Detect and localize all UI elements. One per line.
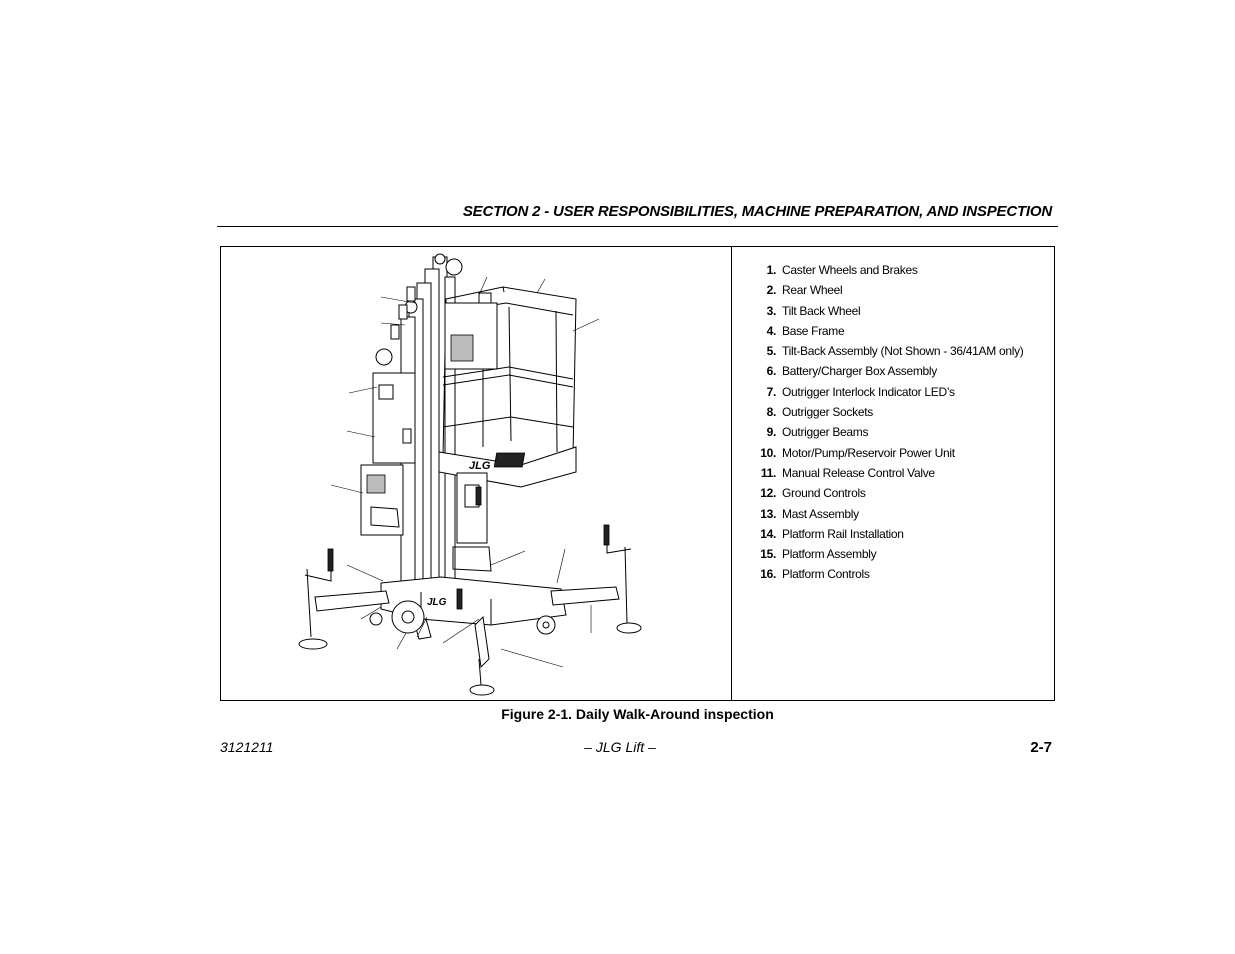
legend-item xyxy=(741,443,1023,463)
legend-item xyxy=(741,321,1023,341)
legend-label: Platform Assembly xyxy=(782,547,877,562)
legend-number: 9. xyxy=(766,425,776,440)
legend-label: Tilt-Back Assembly (Not Shown - 36/41AM only) xyxy=(782,344,1024,359)
legend-label: Rear Wheel xyxy=(782,283,843,298)
legend-number: 12. xyxy=(760,486,776,501)
legend-label: Tilt Back Wheel xyxy=(782,303,861,318)
legend-item xyxy=(741,422,1023,442)
legend-label: Outrigger Interlock Indicator LED’s xyxy=(782,384,955,399)
legend-number: 4. xyxy=(766,323,776,338)
platform-logo: JLG xyxy=(469,460,491,472)
legend-number: 6. xyxy=(766,364,776,379)
legend-item xyxy=(741,280,1023,300)
legend-label: Base Frame xyxy=(782,323,845,338)
legend-item xyxy=(741,402,1023,422)
legend-label: Mast Assembly xyxy=(782,506,859,521)
legend-label: Outrigger Beams xyxy=(782,425,869,440)
legend-label: Platform Rail Installation xyxy=(782,526,904,541)
legend-number: 10. xyxy=(760,445,776,460)
header-rule xyxy=(217,226,1058,227)
legend-label: Manual Release Control Valve xyxy=(782,465,935,480)
lift-illustration xyxy=(221,247,731,700)
section-title: SECTION 2 - USER RESPONSIBILITIES, MACHINE PREPARATION, AND INSPECTION xyxy=(462,203,1052,220)
footer-center-text: – JLG Lift – xyxy=(584,739,656,755)
figure-divider xyxy=(731,247,732,700)
legend-number: 1. xyxy=(766,263,776,277)
legend-item xyxy=(741,524,1023,544)
platform-assembly xyxy=(439,287,576,487)
legend-number: 14. xyxy=(760,526,776,541)
legend-label: Platform Controls xyxy=(782,567,870,582)
legend-item xyxy=(741,463,1023,483)
legend-item xyxy=(741,504,1023,524)
legend-item xyxy=(741,483,1023,503)
base-logo: JLG xyxy=(427,597,447,608)
legend-label: Caster Wheels and Brakes xyxy=(782,263,918,277)
legend-number: 13. xyxy=(760,506,776,521)
legend-item xyxy=(741,301,1023,321)
legend-label: Battery/Charger Box Assembly xyxy=(782,364,938,379)
legend-item xyxy=(741,382,1023,402)
legend-number: 2. xyxy=(766,283,776,298)
legend-number: 16. xyxy=(760,567,776,582)
legend-label: Motor/Pump/Reservoir Power Unit xyxy=(782,445,955,460)
legend-item xyxy=(741,564,1023,584)
legend-item xyxy=(741,361,1023,381)
legend-list xyxy=(741,260,1023,585)
figure-caption: Figure 2-1. Daily Walk-Around inspection xyxy=(501,706,774,722)
footer-doc-number: 3121211 xyxy=(220,739,274,755)
power-unit xyxy=(453,473,491,571)
legend-number: 8. xyxy=(766,405,776,420)
legend-number: 11. xyxy=(760,465,776,480)
legend-label: Outrigger Sockets xyxy=(782,405,873,420)
legend-label: Ground Controls xyxy=(782,486,866,501)
page-number: 2-7 xyxy=(1030,739,1052,756)
legend-number: 15. xyxy=(760,547,776,562)
legend-item xyxy=(741,341,1023,361)
legend-number: 5. xyxy=(766,344,776,359)
legend-item xyxy=(741,544,1023,564)
legend-item xyxy=(741,260,1023,280)
legend-number: 7. xyxy=(766,384,776,399)
figure-box xyxy=(220,246,1055,701)
legend-number: 3. xyxy=(766,303,776,318)
